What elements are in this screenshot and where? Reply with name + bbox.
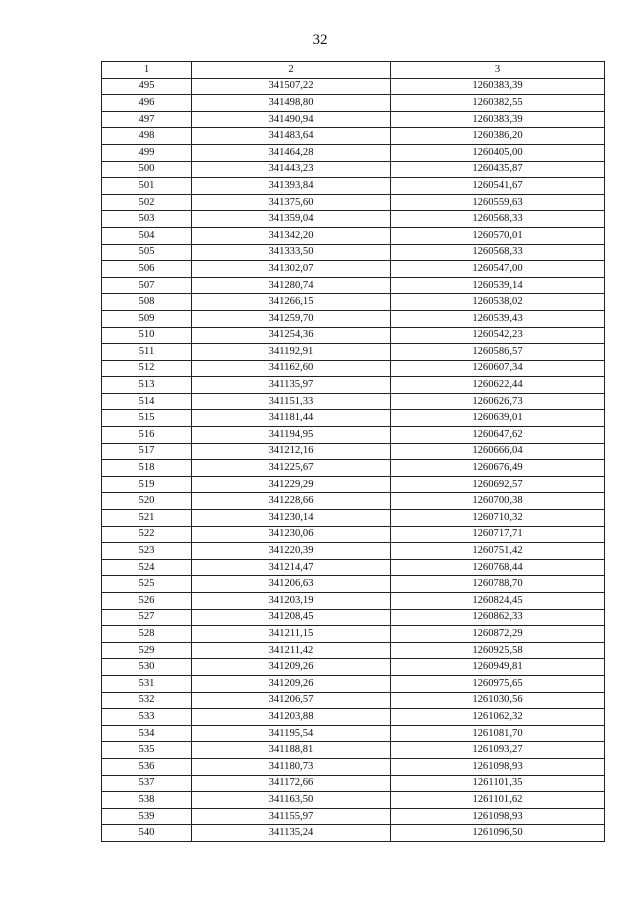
y-coordinate-cell: 1261081,70: [391, 725, 605, 742]
y-coordinate-cell: 1261098,93: [391, 758, 605, 775]
y-coordinate-cell: 1260717,71: [391, 526, 605, 543]
y-coordinate-cell: 1260700,38: [391, 493, 605, 510]
point-number-cell: 497: [102, 111, 192, 128]
table-row: [102, 825, 605, 842]
table-row: [102, 360, 605, 377]
table-row: [102, 559, 605, 576]
y-coordinate-cell: 1260383,39: [391, 111, 605, 128]
x-coordinate-cell: 341203,88: [192, 709, 391, 726]
point-number-cell: 526: [102, 593, 192, 610]
y-coordinate-cell: 1260542,23: [391, 327, 605, 344]
x-coordinate-cell: 341212,16: [192, 443, 391, 460]
table-row: [102, 460, 605, 477]
point-number-cell: 532: [102, 692, 192, 709]
y-coordinate-cell: 1260626,73: [391, 393, 605, 410]
x-coordinate-cell: 341230,14: [192, 510, 391, 527]
point-number-cell: 496: [102, 95, 192, 112]
x-coordinate-cell: 341254,36: [192, 327, 391, 344]
x-coordinate-cell: 341302,07: [192, 261, 391, 278]
y-coordinate-cell: 1260788,70: [391, 576, 605, 593]
table-row: [102, 709, 605, 726]
x-coordinate-cell: 341135,24: [192, 825, 391, 842]
table-row: [102, 95, 605, 112]
y-coordinate-cell: 1260949,81: [391, 659, 605, 676]
y-coordinate-cell: 1261096,50: [391, 825, 605, 842]
point-number-cell: 516: [102, 427, 192, 444]
x-coordinate-cell: 341259,70: [192, 310, 391, 327]
point-number-cell: 538: [102, 792, 192, 809]
point-number-cell: 539: [102, 808, 192, 825]
x-coordinate-cell: 341342,20: [192, 227, 391, 244]
table-row: [102, 742, 605, 759]
table-row: [102, 144, 605, 161]
table-row: [102, 410, 605, 427]
point-number-cell: 534: [102, 725, 192, 742]
table-row: [102, 310, 605, 327]
point-number-cell: 498: [102, 128, 192, 145]
y-coordinate-cell: 1260862,33: [391, 609, 605, 626]
column-header-2: 2: [192, 62, 391, 79]
table-row: [102, 576, 605, 593]
y-coordinate-cell: 1260607,34: [391, 360, 605, 377]
x-coordinate-cell: 341393,84: [192, 178, 391, 195]
point-number-cell: 512: [102, 360, 192, 377]
x-coordinate-cell: 341228,66: [192, 493, 391, 510]
x-coordinate-cell: 341188,81: [192, 742, 391, 759]
point-number-cell: 499: [102, 144, 192, 161]
table-row: [102, 642, 605, 659]
x-coordinate-cell: 341209,26: [192, 659, 391, 676]
point-number-cell: 525: [102, 576, 192, 593]
point-number-cell: 540: [102, 825, 192, 842]
x-coordinate-cell: 341464,28: [192, 144, 391, 161]
y-coordinate-cell: 1260710,32: [391, 510, 605, 527]
table-row: [102, 194, 605, 211]
coordinates-table: [101, 61, 605, 842]
y-coordinate-cell: 1260692,57: [391, 476, 605, 493]
point-number-cell: 517: [102, 443, 192, 460]
point-number-cell: 531: [102, 675, 192, 692]
table-row: [102, 493, 605, 510]
point-number-cell: 514: [102, 393, 192, 410]
table-row: [102, 725, 605, 742]
table-row: [102, 261, 605, 278]
y-coordinate-cell: 1260568,33: [391, 244, 605, 261]
table-row: [102, 476, 605, 493]
x-coordinate-cell: 341135,97: [192, 377, 391, 394]
table-row: [102, 128, 605, 145]
x-coordinate-cell: 341194,95: [192, 427, 391, 444]
x-coordinate-cell: 341375,60: [192, 194, 391, 211]
point-number-cell: 535: [102, 742, 192, 759]
point-number-cell: 511: [102, 344, 192, 361]
y-coordinate-cell: 1260405,00: [391, 144, 605, 161]
point-number-cell: 533: [102, 709, 192, 726]
table-row: [102, 327, 605, 344]
point-number-cell: 521: [102, 510, 192, 527]
point-number-cell: 503: [102, 211, 192, 228]
point-number-cell: 522: [102, 526, 192, 543]
y-coordinate-cell: 1260559,63: [391, 194, 605, 211]
y-coordinate-cell: 1261030,56: [391, 692, 605, 709]
y-coordinate-cell: 1260768,44: [391, 559, 605, 576]
table-row: [102, 609, 605, 626]
point-number-cell: 502: [102, 194, 192, 211]
table-header-row: [102, 62, 605, 79]
x-coordinate-cell: 341203,19: [192, 593, 391, 610]
x-coordinate-cell: 341333,50: [192, 244, 391, 261]
y-coordinate-cell: 1261101,35: [391, 775, 605, 792]
x-coordinate-cell: 341206,63: [192, 576, 391, 593]
table-row: [102, 78, 605, 95]
y-coordinate-cell: 1260676,49: [391, 460, 605, 477]
x-coordinate-cell: 341483,64: [192, 128, 391, 145]
x-coordinate-cell: 341498,80: [192, 95, 391, 112]
y-coordinate-cell: 1260975,65: [391, 675, 605, 692]
column-header-3: 3: [391, 62, 605, 79]
y-coordinate-cell: 1260539,14: [391, 277, 605, 294]
x-coordinate-cell: 341507,22: [192, 78, 391, 95]
x-coordinate-cell: 341208,45: [192, 609, 391, 626]
point-number-cell: 515: [102, 410, 192, 427]
point-number-cell: 506: [102, 261, 192, 278]
x-coordinate-cell: 341195,54: [192, 725, 391, 742]
table-row: [102, 659, 605, 676]
y-coordinate-cell: 1260925,58: [391, 642, 605, 659]
x-coordinate-cell: 341225,67: [192, 460, 391, 477]
table-row: [102, 227, 605, 244]
y-coordinate-cell: 1260383,39: [391, 78, 605, 95]
table-row: [102, 111, 605, 128]
x-coordinate-cell: 341280,74: [192, 277, 391, 294]
y-coordinate-cell: 1260538,02: [391, 294, 605, 311]
table-row: [102, 758, 605, 775]
table-row: [102, 626, 605, 643]
table-row: [102, 692, 605, 709]
y-coordinate-cell: 1261062,32: [391, 709, 605, 726]
point-number-cell: 495: [102, 78, 192, 95]
x-coordinate-cell: 341151,33: [192, 393, 391, 410]
y-coordinate-cell: 1260382,55: [391, 95, 605, 112]
x-coordinate-cell: 341443,23: [192, 161, 391, 178]
y-coordinate-cell: 1260539,43: [391, 310, 605, 327]
column-header-1: 1: [102, 62, 192, 79]
point-number-cell: 527: [102, 609, 192, 626]
y-coordinate-cell: 1260639,01: [391, 410, 605, 427]
y-coordinate-cell: 1261093,27: [391, 742, 605, 759]
table-row: [102, 277, 605, 294]
table-row: [102, 344, 605, 361]
x-coordinate-cell: 341180,73: [192, 758, 391, 775]
table-row: [102, 675, 605, 692]
point-number-cell: 500: [102, 161, 192, 178]
point-number-cell: 505: [102, 244, 192, 261]
table-row: [102, 808, 605, 825]
point-number-cell: 528: [102, 626, 192, 643]
x-coordinate-cell: 341220,39: [192, 543, 391, 560]
table-row: [102, 377, 605, 394]
x-coordinate-cell: 341230,06: [192, 526, 391, 543]
x-coordinate-cell: 341359,04: [192, 211, 391, 228]
x-coordinate-cell: 341209,26: [192, 675, 391, 692]
table-body: [102, 78, 605, 841]
point-number-cell: 519: [102, 476, 192, 493]
table-row: [102, 393, 605, 410]
table-row: [102, 244, 605, 261]
y-coordinate-cell: 1260547,00: [391, 261, 605, 278]
x-coordinate-cell: 341490,94: [192, 111, 391, 128]
x-coordinate-cell: 341211,42: [192, 642, 391, 659]
y-coordinate-cell: 1260541,67: [391, 178, 605, 195]
point-number-cell: 529: [102, 642, 192, 659]
y-coordinate-cell: 1260435,87: [391, 161, 605, 178]
point-number-cell: 513: [102, 377, 192, 394]
point-number-cell: 520: [102, 493, 192, 510]
point-number-cell: 518: [102, 460, 192, 477]
x-coordinate-cell: 341172,66: [192, 775, 391, 792]
x-coordinate-cell: 341229,29: [192, 476, 391, 493]
x-coordinate-cell: 341266,15: [192, 294, 391, 311]
x-coordinate-cell: 341206,57: [192, 692, 391, 709]
point-number-cell: 524: [102, 559, 192, 576]
point-number-cell: 537: [102, 775, 192, 792]
y-coordinate-cell: 1260751,42: [391, 543, 605, 560]
point-number-cell: 507: [102, 277, 192, 294]
x-coordinate-cell: 341211,15: [192, 626, 391, 643]
y-coordinate-cell: 1260586,57: [391, 344, 605, 361]
point-number-cell: 510: [102, 327, 192, 344]
y-coordinate-cell: 1260647,62: [391, 427, 605, 444]
table-row: [102, 161, 605, 178]
y-coordinate-cell: 1260872,29: [391, 626, 605, 643]
table-row: [102, 427, 605, 444]
table-row: [102, 178, 605, 195]
page-number: 32: [312, 32, 328, 48]
y-coordinate-cell: 1260570,01: [391, 227, 605, 244]
point-number-cell: 530: [102, 659, 192, 676]
point-number-cell: 501: [102, 178, 192, 195]
point-number-cell: 536: [102, 758, 192, 775]
table-row: [102, 543, 605, 560]
y-coordinate-cell: 1261101,62: [391, 792, 605, 809]
x-coordinate-cell: 341162,60: [192, 360, 391, 377]
table-row: [102, 593, 605, 610]
table-row: [102, 294, 605, 311]
point-number-cell: 523: [102, 543, 192, 560]
y-coordinate-cell: 1260386,20: [391, 128, 605, 145]
table-row: [102, 792, 605, 809]
x-coordinate-cell: 341163,50: [192, 792, 391, 809]
point-number-cell: 509: [102, 310, 192, 327]
x-coordinate-cell: 341155,97: [192, 808, 391, 825]
table-row: [102, 775, 605, 792]
x-coordinate-cell: 341214,47: [192, 559, 391, 576]
table-row: [102, 443, 605, 460]
y-coordinate-cell: 1260824,45: [391, 593, 605, 610]
table-row: [102, 526, 605, 543]
y-coordinate-cell: 1260622,44: [391, 377, 605, 394]
table-row: [102, 510, 605, 527]
y-coordinate-cell: 1260666,04: [391, 443, 605, 460]
point-number-cell: 508: [102, 294, 192, 311]
x-coordinate-cell: 341181,44: [192, 410, 391, 427]
point-number-cell: 504: [102, 227, 192, 244]
x-coordinate-cell: 341192,91: [192, 344, 391, 361]
y-coordinate-cell: 1260568,33: [391, 211, 605, 228]
y-coordinate-cell: 1261098,93: [391, 808, 605, 825]
table-row: [102, 211, 605, 228]
